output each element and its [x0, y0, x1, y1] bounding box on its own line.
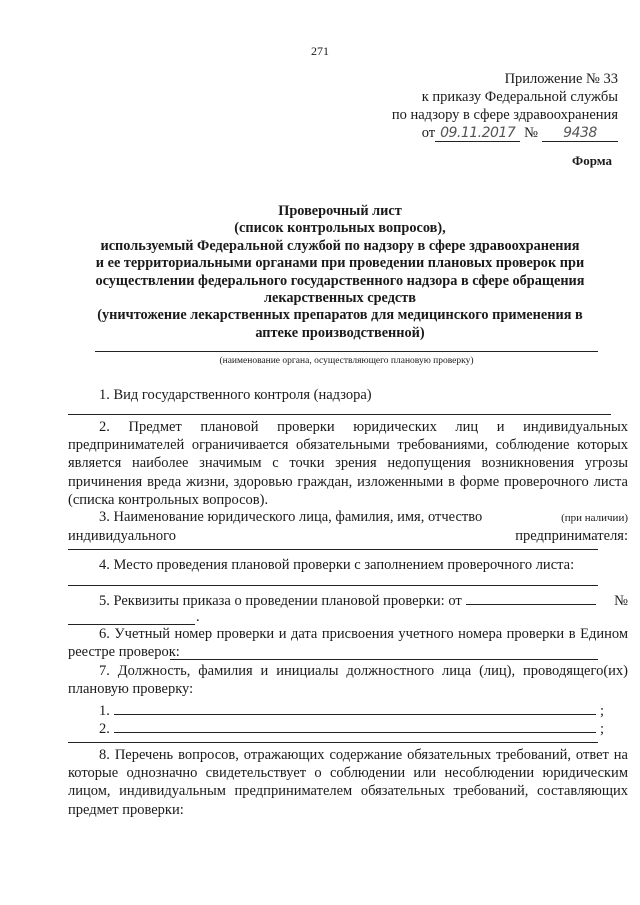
- appendix-agency: по надзору в сфере здравоохранения: [391, 107, 618, 123]
- item-5-period: .: [196, 609, 200, 625]
- item-3-entity-name: [68, 508, 628, 545]
- from-label: от: [421, 125, 436, 141]
- item-2-subject: 2. Предмет плановой проверки юридических лиц и индивидуальных предпринимателей ограничивается обязательными требованиями, соблюдение которых является наиболее значимым с точки зрения недопущения возникновения угрозы причинения вреда жизни, здоровью граждан, изложенными в форме проверочного листа (списка контрольных вопросов).: [68, 419, 628, 508]
- item-4-field[interactable]: [68, 585, 598, 586]
- item-1-control-type: 1. Вид государственного контроля (надзора): [99, 387, 372, 403]
- item-7-official-2: [99, 718, 604, 738]
- number-label: №: [524, 125, 538, 141]
- official-2-num: 2.: [99, 721, 110, 737]
- item-5-order: [68, 590, 628, 610]
- item-5-number-label: №: [614, 593, 628, 609]
- title-line-4: и ее территориальными органами при проведении плановых проверок при: [95, 255, 585, 272]
- official-2-end: ;: [599, 721, 604, 737]
- appendix-number: Приложение № 33: [504, 71, 618, 87]
- item-7-officials: 7. Должность, фамилия и инициалы должностного лица (лиц), проводящего(их) плановую проверку:: [68, 663, 628, 698]
- order-number-handwritten: 9438: [542, 125, 618, 142]
- organ-name-field[interactable]: [95, 351, 598, 352]
- appendix-order-ref: к приказу Федеральной службы: [421, 89, 618, 105]
- title-line-2: (список контрольных вопросов),: [234, 220, 446, 237]
- item-1-field[interactable]: [68, 414, 611, 415]
- title-line-8: аптеке производственной): [255, 324, 425, 341]
- item-5-date-field[interactable]: [466, 590, 596, 605]
- title-line-7: (уничтожение лекарственных препаратов для медицинского применения в: [97, 307, 583, 324]
- organ-name-caption: (наименование органа, осуществляющего плановую проверку): [219, 356, 474, 366]
- item-3-label: 3. Наименование юридического лица, фамилия, имя, отчество: [99, 509, 483, 525]
- item-4-location: 4. Место проведения плановой проверки с заполнением проверочного листа:: [99, 557, 575, 573]
- item-6-registry: 6. Учетный номер проверки и дата присвоения учетного номера проверки в Едином реестре проверок:: [68, 626, 628, 661]
- item-3-field[interactable]: [68, 549, 598, 550]
- title-line-3: используемый Федеральной службой по надзору в сфере здравоохранения: [100, 237, 580, 254]
- official-1-field[interactable]: [114, 700, 596, 715]
- official-1-num: 1.: [99, 703, 110, 719]
- order-date-number: [392, 124, 618, 142]
- title-line-5: осуществлении федерального государственного надзора в сфере обращения: [95, 272, 585, 289]
- title-line-6: лекарственных средств: [263, 290, 417, 307]
- official-1-end: ;: [599, 703, 604, 719]
- appendix-header: [392, 70, 618, 142]
- item-5-label: 5. Реквизиты приказа о проведении плановой проверки: от: [99, 593, 462, 609]
- form-label: Форма: [572, 153, 612, 168]
- item-6-field[interactable]: [170, 659, 598, 660]
- order-date-handwritten: 09.11.2017: [435, 125, 520, 142]
- item-3-label-3: предпринимателя:: [515, 528, 628, 545]
- item-3-note: (при наличии): [561, 512, 628, 524]
- document-title: [60, 203, 620, 342]
- page-number: 271: [311, 44, 329, 58]
- official-2-field[interactable]: [114, 718, 596, 733]
- item-3-label-2: индивидуального: [68, 528, 176, 545]
- title-line-1: Проверочный лист: [278, 203, 402, 219]
- item-8-questions: 8. Перечень вопросов, отражающих содержание обязательных требований, ответ на которые однозначно свидетельствует о соблюдении или несоблюдении юридическим лицом, индивидуальным предпринимателем обязательных требований, составляющих предмет проверки:: [68, 747, 628, 818]
- item-7-extra-field[interactable]: [68, 742, 598, 743]
